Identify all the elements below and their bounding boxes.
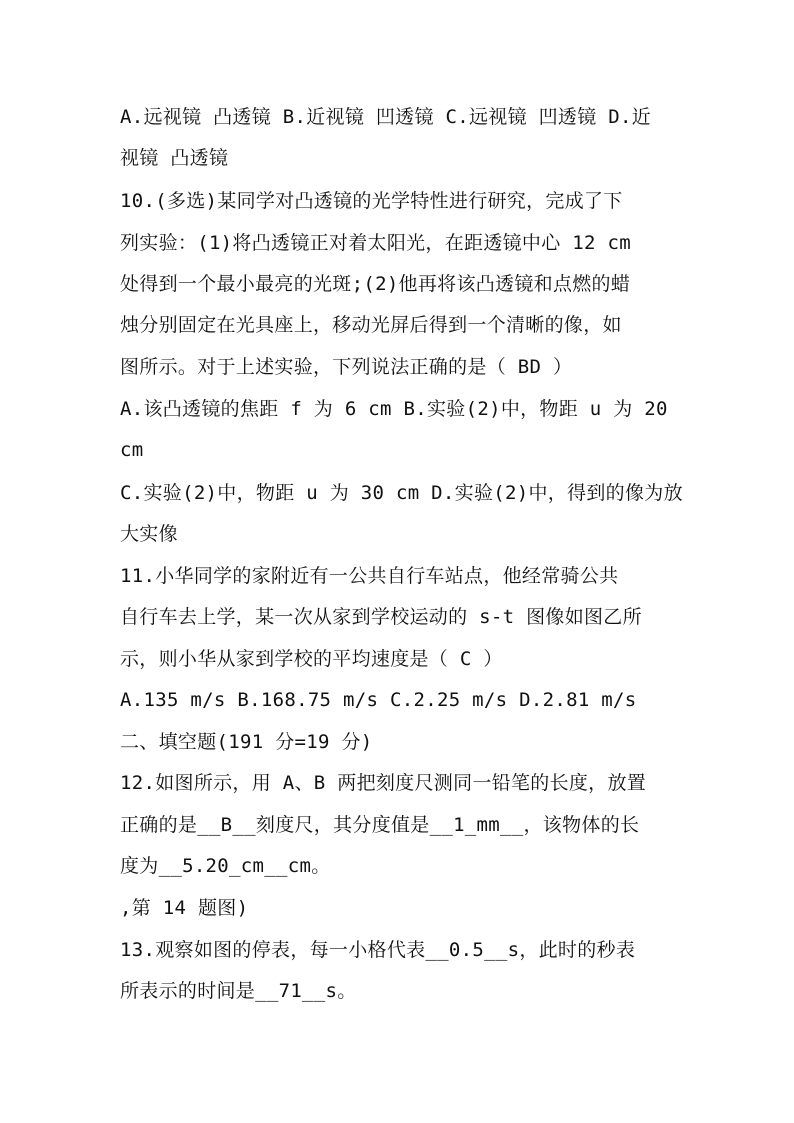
text-line: cm (120, 439, 144, 461)
text-line: 度为__5.20_cm__cm。 (120, 855, 331, 877)
text-line: 示，则小华从家到学校的平均速度是（ C ） (120, 648, 503, 670)
section-heading: 二、填空题(191 分=19 分) (120, 731, 373, 753)
text-line: 列实验：(1)将凸透镜正对着太阳光，在距透镜中心 12 cm (120, 232, 631, 254)
text-line: 正确的是__B__刻度尺，其分度值是__1_mm__，该物体的长 (120, 814, 640, 836)
text-line: C.实验(2)中，物距 u 为 30 cm D.实验(2)中，得到的像为放 (120, 482, 683, 504)
text-line: A.135 m/s B.168.75 m/s C.2.25 m/s D.2.81 m/s (120, 689, 637, 711)
text-line: 13.观察如图的停表，每一小格代表__0.5__s，此时的秒表 (120, 939, 636, 961)
text-line: 图所示。对于上述实验，下列说法正确的是（ BD ） (120, 356, 573, 378)
text-line: A.远视镜 凸透镜 B.近视镜 凹透镜 C.远视镜 凹透镜 D.近 (120, 106, 652, 128)
figure-caption: ,第 14 题图) (120, 897, 249, 919)
text-line: 大实像 (120, 523, 178, 545)
text-line: 所表示的时间是__71__s。 (120, 980, 357, 1002)
text-line: 10.(多选)某同学对凸透镜的光学特性进行研究，完成了下 (120, 190, 623, 212)
text-line: 11.小华同学的家附近有一公共自行车站点，他经常骑公共 (120, 565, 619, 587)
text-line: 自行车去上学，某一次从家到学校运动的 s-t 图像如图乙所 (120, 606, 642, 628)
text-line: 视镜 凸透镜 (120, 147, 229, 169)
text-line: A.该凸透镜的焦距 f 为 6 cm B.实验(2)中，物距 u 为 20 (120, 398, 668, 420)
text-line: 处得到一个最小最亮的光斑;(2)他再将该凸透镜和点燃的蜡 (120, 273, 631, 295)
text-line: 12.如图所示，用 A、B 两把刻度尺测同一铅笔的长度，放置 (120, 772, 647, 794)
text-line: 烛分别固定在光具座上，移动光屏后得到一个清晰的像，如 (120, 314, 622, 336)
